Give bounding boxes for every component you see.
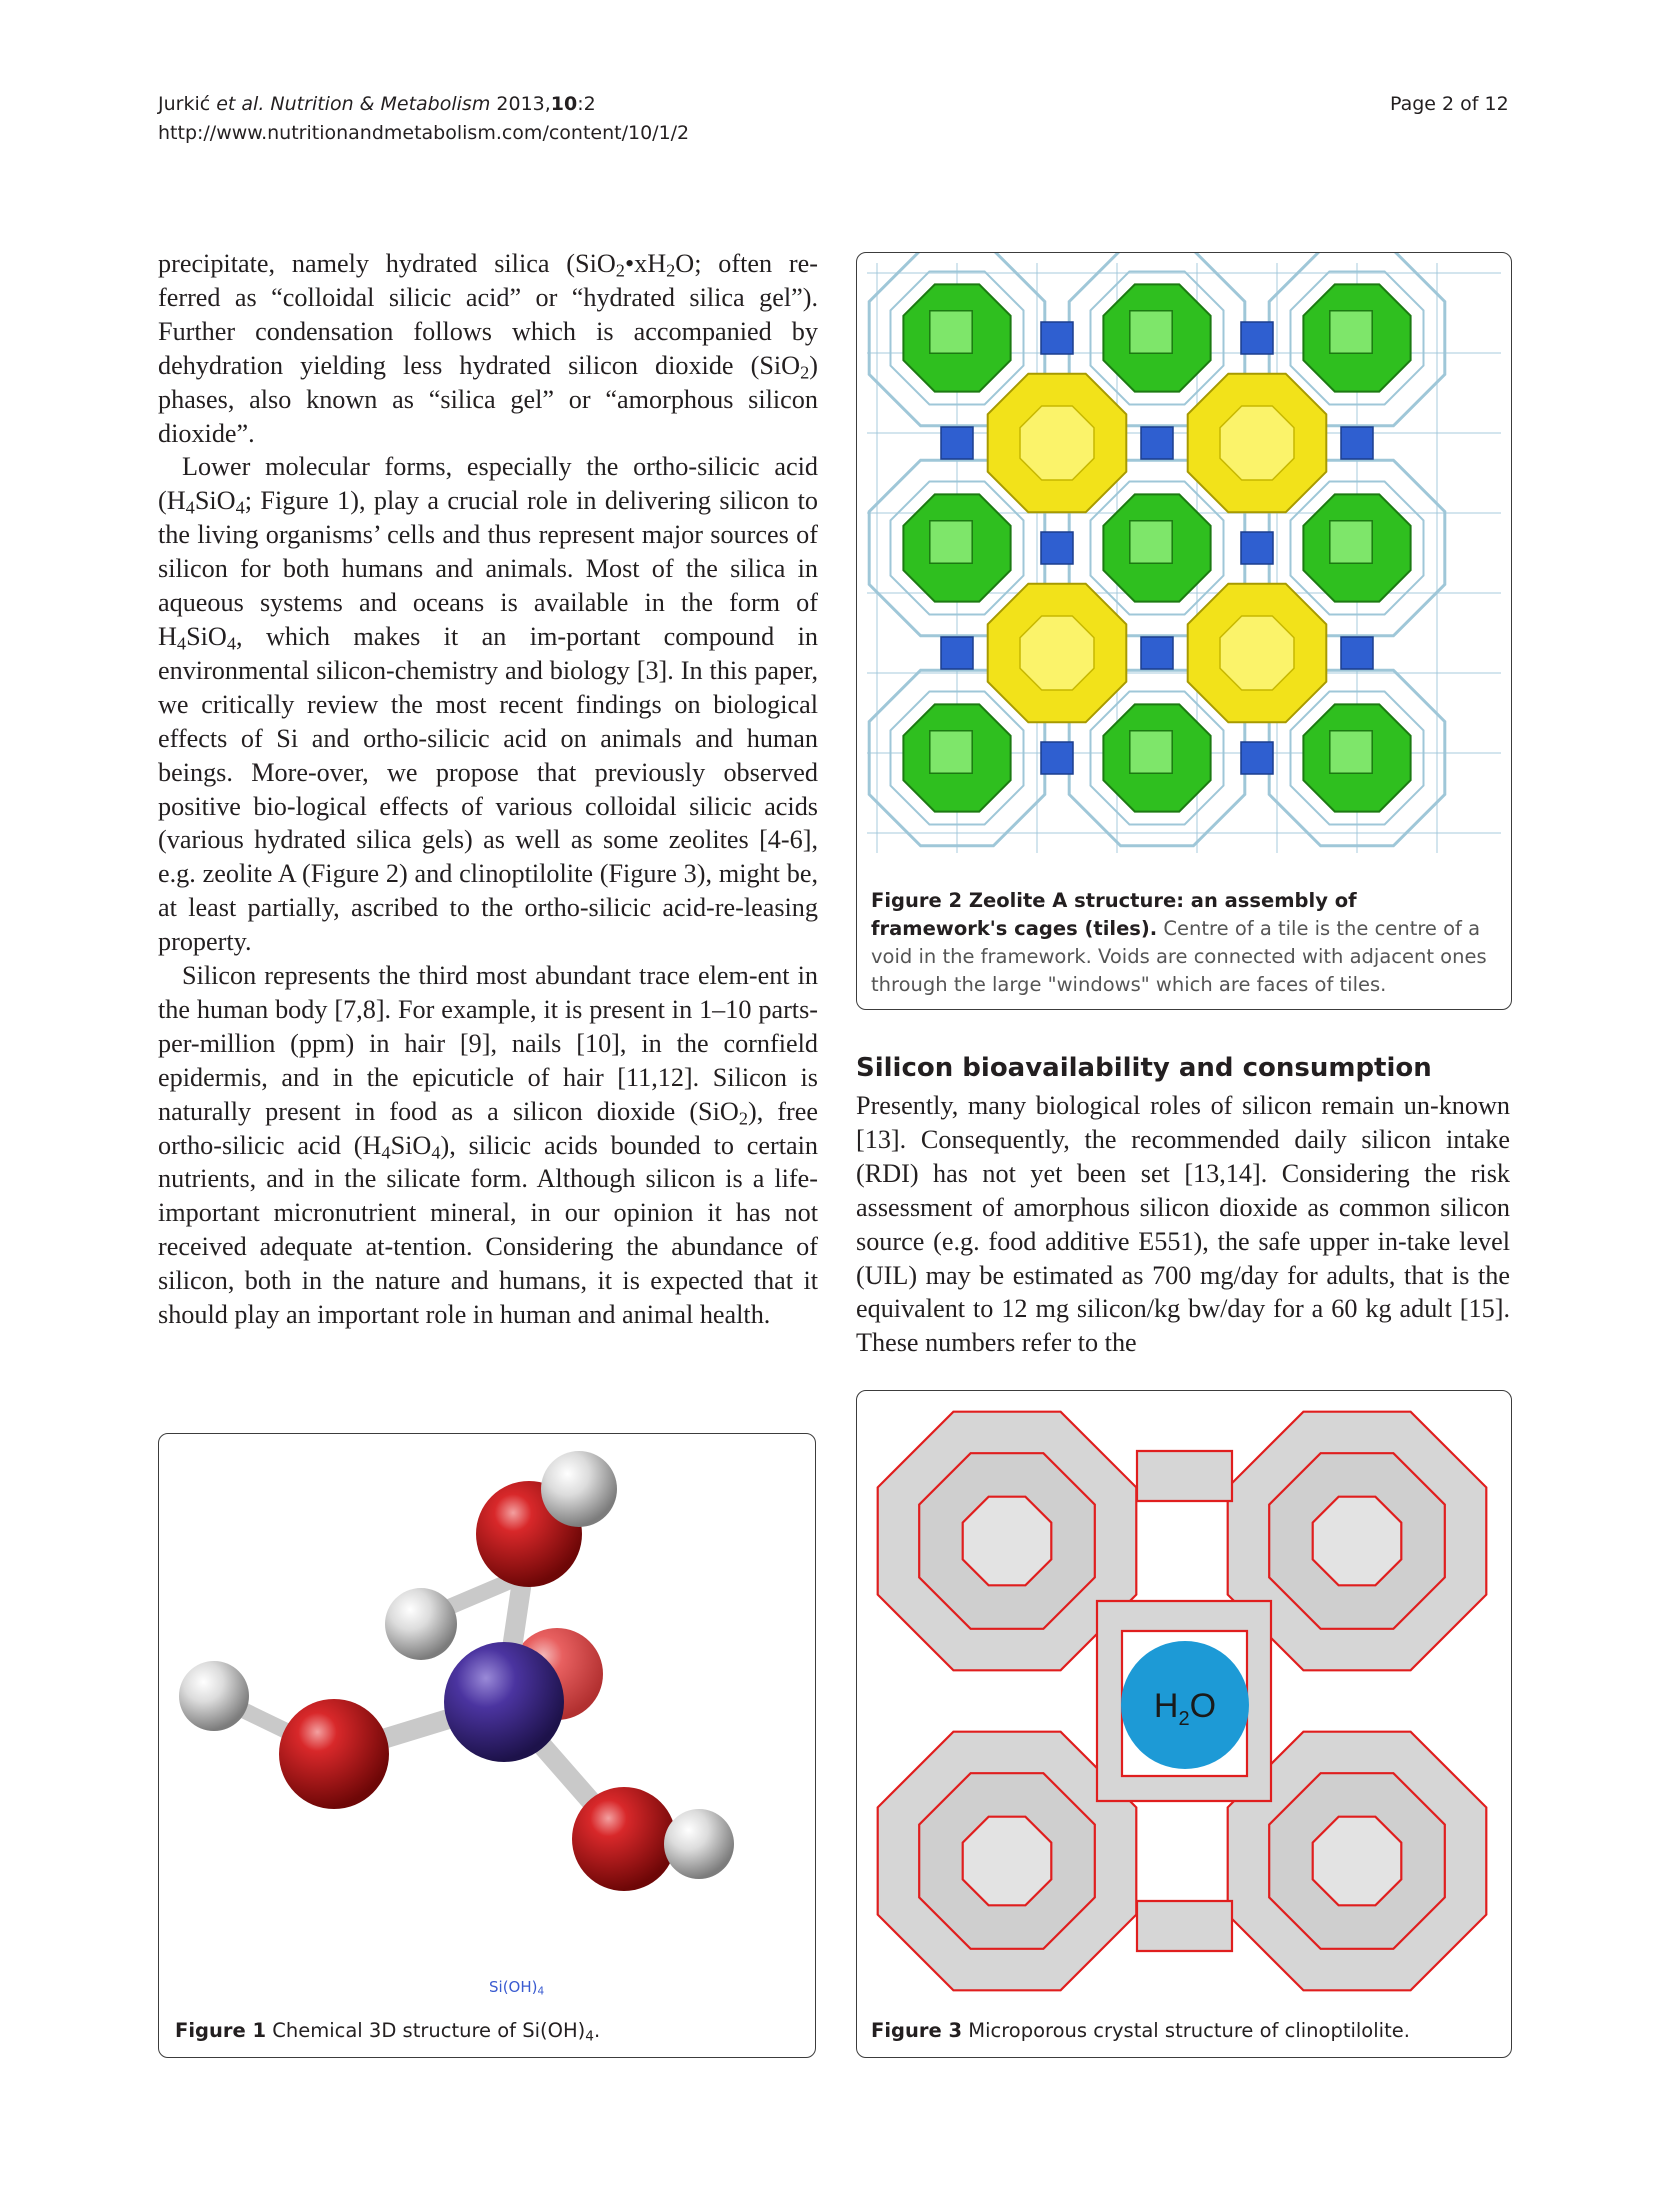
citation-journal: Nutrition & Metabolism — [270, 93, 491, 115]
citation-article: :2 — [577, 93, 596, 115]
green-cage-face — [930, 731, 972, 773]
paragraph: Silicon represents the third most abundant trace elem-ent in the human body [7,8]. For example, it is present in 1–10 parts-per-million (ppm) in hair [9], nails [10], in the cornfield epidermis, and in the epicuticle of hair [11,12]. Silicon is naturally present in food as a silicon dioxide (SiO$_2$), free ortho-silicic acid $(H_4SiO_4)$, silicic acids bounded to certain nutrients, and in the silicate form. Although silicon is a life-important micronutrient mineral, in our opinion it has not received adequate at-tention. Considering the abundance of silicon, both in the nature and humans, it is expected that it should play an important role in human and animal health. — [158, 961, 818, 1330]
figure-2-caption: Figure 2 Zeolite A structure: an assembly of framework's cages (tiles). Centre of a tile is the centre of a void in the framework. Voids are connected with adjacent ones through the large "windows" which are faces of tiles. — [871, 889, 1487, 996]
citation-year: 2013, — [496, 93, 551, 115]
hydrogen-atom — [179, 1661, 249, 1731]
green-cage-face — [1130, 521, 1172, 563]
hydrogen-atom — [664, 1809, 734, 1879]
blue-cube — [941, 637, 973, 669]
blue-cube — [1041, 742, 1073, 774]
molecule-label: $Si(OH)_4$ — [489, 1978, 545, 1998]
oxygen-atom — [572, 1787, 676, 1891]
figure-3-box — [856, 1390, 1512, 2058]
connector-block — [1137, 1451, 1232, 1501]
page-number: Page 2 of 12 — [1390, 93, 1509, 115]
right-text-column — [856, 1089, 1510, 1360]
figure-2-label: Figure 2 — [871, 889, 963, 912]
green-cage-face — [930, 311, 972, 353]
oxygen-atom — [279, 1699, 389, 1809]
water-molecule — [1121, 1641, 1249, 1769]
silicic-acid-3d-model — [159, 1434, 815, 2014]
green-cage-face — [1330, 311, 1372, 353]
hydrogen-atom — [385, 1588, 457, 1660]
hydrogen-atom — [541, 1451, 617, 1527]
citation-volume: 10 — [550, 93, 578, 115]
green-cage-face — [1330, 521, 1372, 563]
cage-window — [963, 1817, 1052, 1906]
green-cage-face — [1130, 731, 1172, 773]
paragraph: Lower molecular forms, especially the ortho-silicic acid ($H_4SiO_4$; Figure 1), play a crucial role in delivering silicon to the living organisms’ cells and thus represent major sources of silicon for both humans and animals. Most of the silica in aqueous systems and oceans is available in the form of $H_4SiO_4$, which makes it an im-portant compound in environmental silicon-chemistry and biology [3]. In this paper, we critically review the most recent findings on biological effects of Si and ortho-silicic acid on animals and human beings. More-over, we propose that previously observed positive bio-logical effects of various colloidal silicic acids (various hydrated silica gels) as well as some zeolites [4-6], e.g. zeolite A (Figure 2) and clinoptilolite (Figure 3), might be, at least partially, ascribed to the ortho-silicic acid-re-leasing property. — [158, 452, 818, 957]
yellow-cage-face — [1220, 616, 1294, 690]
running-header-citation — [158, 93, 596, 115]
blue-cube — [1241, 322, 1273, 354]
figure-2-box — [856, 252, 1512, 1010]
clinoptilolite-structure-image — [857, 1391, 1511, 2001]
figure-1-label: Figure 1 — [175, 2019, 267, 2042]
figure-1-caption: Figure 1 Chemical 3D structure of $Si(OH)_4$. — [175, 2019, 601, 2045]
blue-cube — [1241, 742, 1273, 774]
cage-window — [1313, 1497, 1402, 1586]
green-cage-face — [1330, 731, 1372, 773]
paragraph: precipitate, namely hydrated silica ($SiO_2•xH_2O$; often re-ferred as “colloidal silicic acid” or “hydrated silica gel”). Further condensation follows which is accompanied by dehydration yielding less hydrated silicon dioxide (SiO$_2$) phases, also known as “silica gel” or “amorphous silicon dioxide”. — [158, 249, 818, 448]
yellow-cage-face — [1020, 406, 1094, 480]
blue-cube — [1241, 532, 1273, 564]
zeolite-a-structure-image — [857, 253, 1511, 873]
connector-block — [1137, 1901, 1232, 1951]
cage-window — [963, 1497, 1052, 1586]
section-heading: Silicon bioavailability and consumption — [856, 1053, 1432, 1083]
citation-authors: Jurkić — [158, 93, 211, 115]
silicon-atom — [444, 1642, 564, 1762]
green-cage-face — [1130, 311, 1172, 353]
blue-cube — [1141, 427, 1173, 459]
paragraph: Presently, many biological roles of silicon remain un-known [13]. Consequently, the recommended daily silicon intake (RDI) has not yet been set [13,14]. Considering the risk assessment of amorphous silicon dioxide as common silicon source (e.g. food additive E551), the safe upper in-take level (UIL) may be estimated as 700 mg/day for adults, that is the equivalent to 12 mg silicon/kg bw/day for a 60 kg adult [15]. These numbers refer to the — [856, 1091, 1510, 1358]
running-header-url[interactable]: http://www.nutritionandmetabolism.com/content/10/1/2 — [158, 122, 690, 144]
yellow-cage-face — [1020, 616, 1094, 690]
green-cage-face — [930, 521, 972, 563]
figure-3-caption: Figure 3 Microporous crystal structure of clinoptilolite. — [871, 2019, 1410, 2042]
citation-etal: et al. — [216, 93, 265, 115]
left-text-column — [158, 247, 818, 1332]
figure-1-box — [158, 1433, 816, 2058]
blue-cube — [941, 427, 973, 459]
yellow-cage-face — [1220, 406, 1294, 480]
cage-window — [1313, 1817, 1402, 1906]
blue-cube — [1041, 532, 1073, 564]
blue-cube — [1041, 322, 1073, 354]
figure-3-label: Figure 3 — [871, 2019, 963, 2042]
blue-cube — [1141, 637, 1173, 669]
blue-cube — [1341, 637, 1373, 669]
blue-cube — [1341, 427, 1373, 459]
water-label: $H_2O$ — [1153, 1687, 1217, 1730]
